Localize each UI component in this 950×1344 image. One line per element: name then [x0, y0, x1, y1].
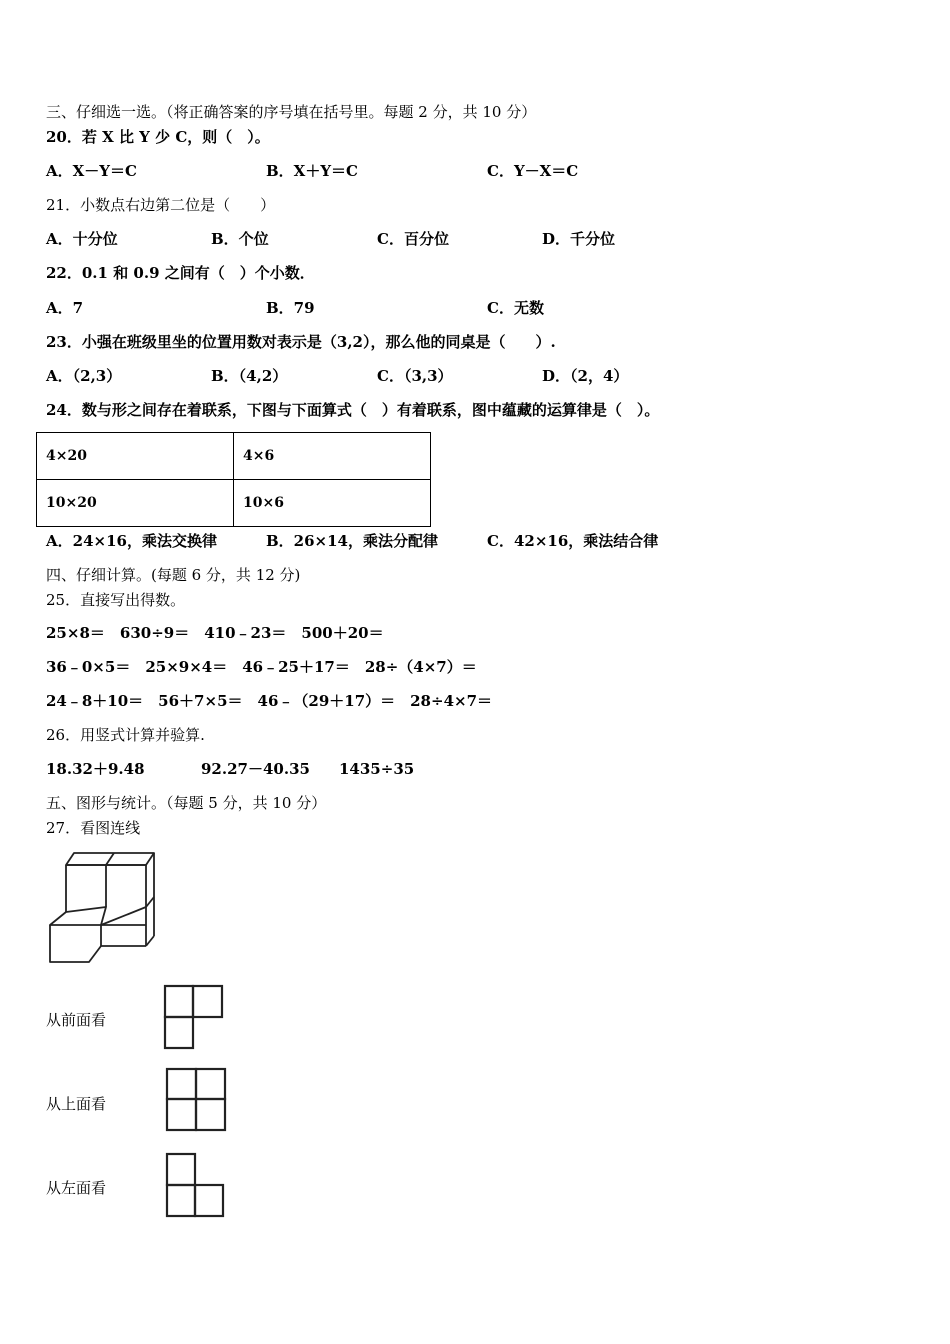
section3-title: 三、仔细选一选。（将正确答案的序号填在括号里。每题 2 分，共 10 分）: [46, 103, 537, 121]
q24-stem: 24．数与形之间存在着联系，下图与下面算式（ ）有着联系，图中蕴藏的运算律是（ ）。: [46, 401, 660, 419]
front-view-diagram: [163, 983, 225, 1051]
section4-title: 四、仔细计算。(每题 6 分，共 12 分): [46, 566, 301, 584]
q21-option-c: C．百分位: [377, 230, 449, 248]
q24-option-b: B．26×14，乘法分配律: [266, 532, 438, 550]
q24-option-c: C．42×16，乘法结合律: [487, 532, 659, 550]
q23-option-a: A．（2,3）: [46, 367, 122, 385]
q25-row-1: 25×8＝ 630÷9＝ 410﹣23＝ 500＋20＝: [46, 624, 384, 642]
top-view-diagram: [164, 1066, 228, 1134]
q22-stem: 22．0.1 和 0.9 之间有（ ）个小数．: [46, 264, 315, 282]
q24-cell: 10×20: [37, 480, 234, 527]
q25-stem: 25．直接写出得数。: [46, 591, 186, 609]
section5-title: 五、图形与统计。（每题 5 分，共 10 分）: [46, 794, 327, 812]
q26-expr-1: 18.32＋9.48: [46, 760, 145, 778]
q25-row-3: 24﹣8＋10＝ 56＋7×5＝ 46﹣（29＋17）＝ 28÷4×7＝: [46, 692, 493, 710]
q20-option-a: A．X－Y＝C: [46, 162, 137, 180]
q22-option-b: B．79: [266, 299, 315, 317]
q27-stem: 27．看图连线: [46, 819, 141, 837]
q20-option-c: C．Y－X＝C: [487, 162, 579, 180]
view-label-left: 从左面看: [46, 1179, 107, 1197]
q21-stem: 21．小数点右边第二位是（ ）: [46, 196, 276, 214]
q25-row-2: 36﹣0×5＝ 25×9×4＝ 46﹣25＋17＝ 28÷（4×7）＝: [46, 658, 477, 676]
q23-option-c: C．（3,3）: [377, 367, 453, 385]
q23-option-d: D．（2，4）: [542, 367, 629, 385]
cube-stack-figure: [44, 850, 158, 968]
q24-cell: 4×6: [234, 433, 431, 480]
left-view-diagram: [164, 1151, 226, 1219]
q22-option-a: A．7: [46, 299, 84, 317]
q24-cell: 4×20: [37, 433, 234, 480]
q23-option-b: B．（4,2）: [211, 367, 288, 385]
q23-stem: 23．小强在班级里坐的位置用数对表示是（3,2），那么他的同桌是（ ）.: [46, 333, 556, 351]
q26-expr-3: 1435÷35: [339, 760, 415, 778]
q24-option-a: A．24×16，乘法交换律: [46, 532, 217, 550]
q20-option-b: B．X＋Y＝C: [266, 162, 358, 180]
q26-stem: 26．用竖式计算并验算.: [46, 726, 205, 744]
view-label-top: 从上面看: [46, 1095, 107, 1113]
q21-option-b: B．个位: [211, 230, 269, 248]
q22-option-c: C．无数: [487, 299, 544, 317]
view-label-front: 从前面看: [46, 1011, 107, 1029]
q26-expr-2: 92.27－40.35: [201, 760, 310, 778]
q21-option-d: D．千分位: [542, 230, 616, 248]
q21-option-a: A．十分位: [46, 230, 118, 248]
q24-cell: 10×6: [234, 480, 431, 527]
q24-area-table: [36, 432, 431, 527]
q20-stem: 20．若 X 比 Y 少 C，则（ ）。: [46, 128, 270, 146]
